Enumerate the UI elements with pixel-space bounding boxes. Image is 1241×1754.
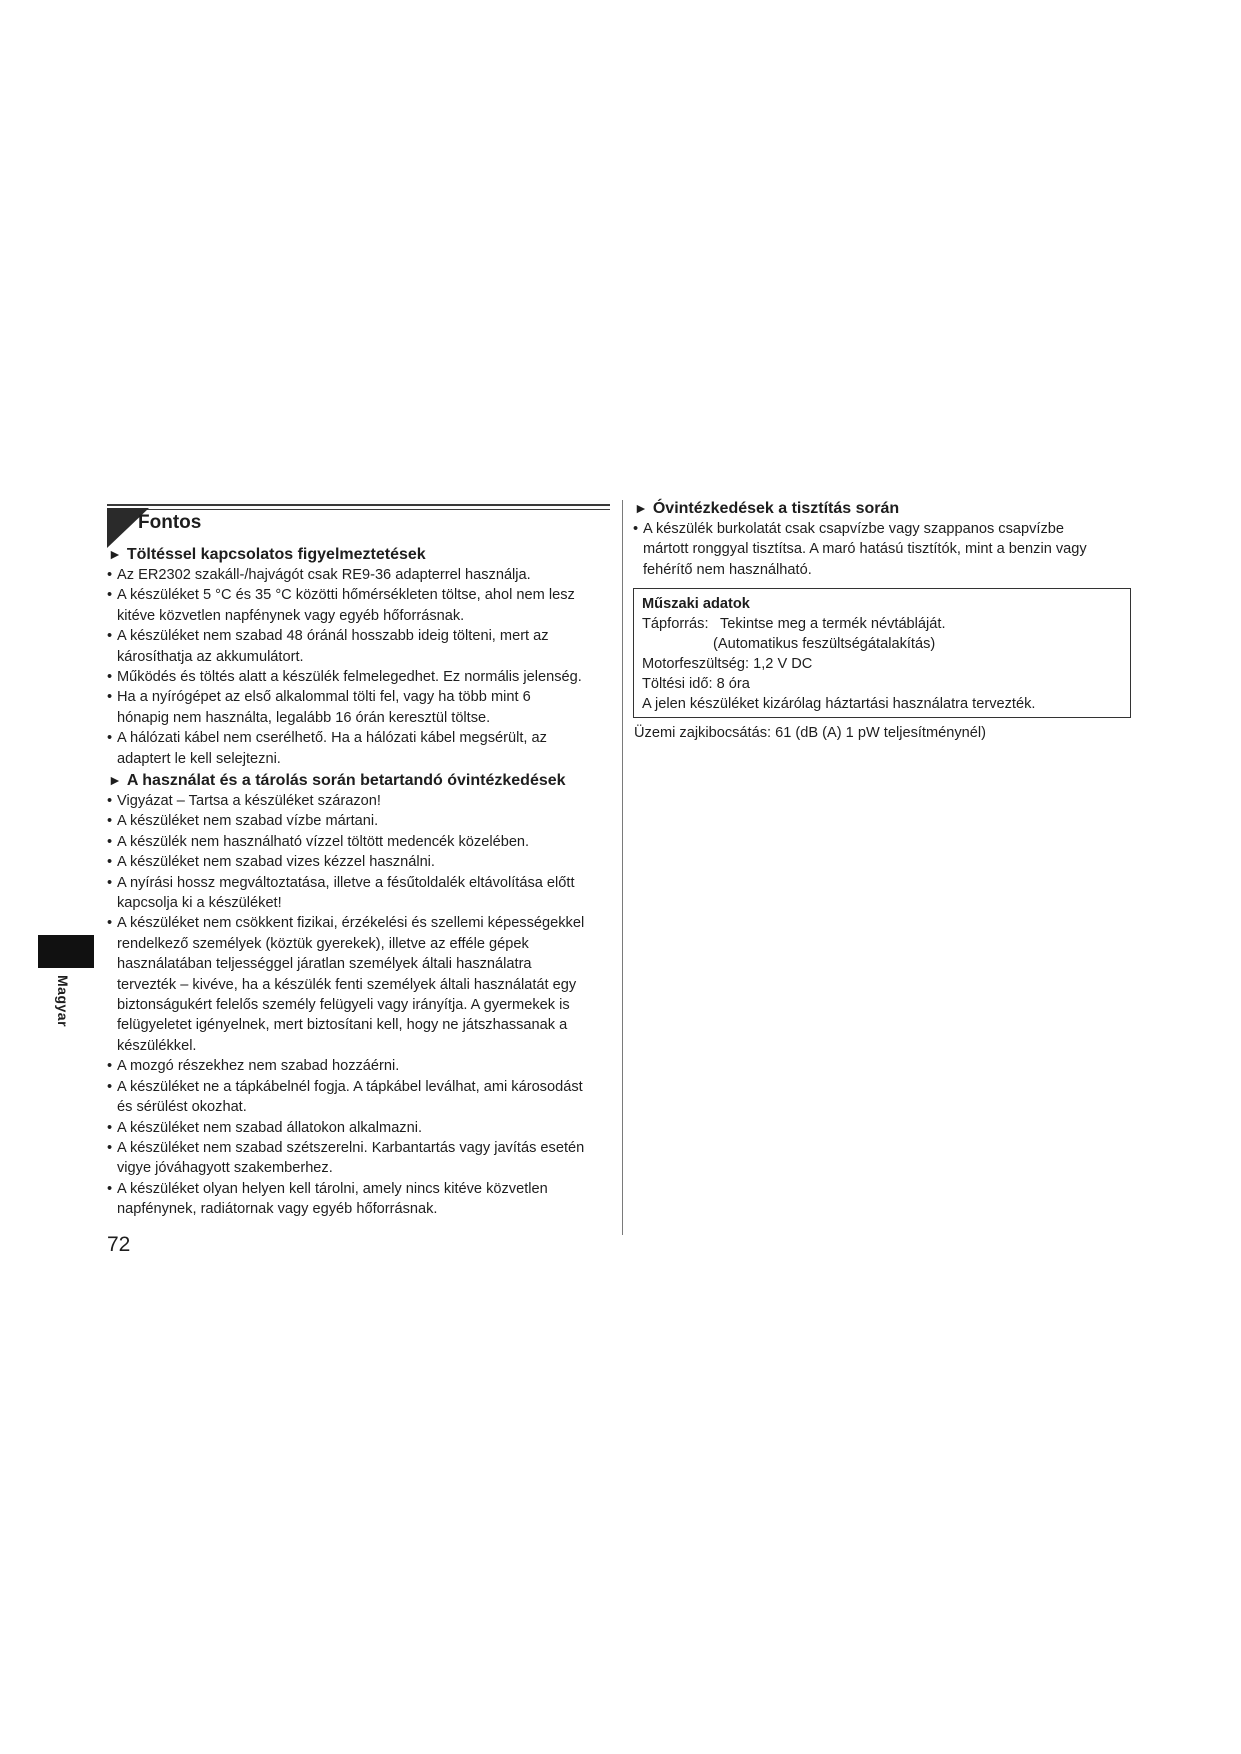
bullet-line: mártott ronggyal tisztítsa. A maró hatású tisztítók, mint a benzin vagy (643, 541, 1087, 558)
bullet-line: • A készüléket olyan helyen kell tárolni, amely nincs kitéve közvetlen (117, 1180, 548, 1197)
bullet-item (107, 687, 582, 728)
language-tab (38, 935, 94, 968)
spec-title: Műszaki adatok (642, 596, 750, 612)
bullet-line: • A mozgó részekhez nem szabad hozzáérni. (117, 1058, 400, 1075)
bullet-line: • A készüléket nem szabad állatokon alkalmazni. (117, 1119, 423, 1136)
bullet-line: • Működés és töltés alatt a készülék felmelegedhet. Ez normális jelenség. (117, 669, 582, 686)
bullet-line: használatában teljességgel járatlan személyek általi használatra (117, 956, 532, 973)
fontos-rule (107, 504, 610, 506)
bullet-item (107, 585, 582, 626)
bullet-line: • A készüléket nem szabad vizes kézzel használni. (117, 854, 435, 871)
heading-cleaning (634, 497, 899, 520)
spec-power-label: Tápforrás: (642, 616, 709, 632)
bullet-line: kapcsolja ki a készüléket! (117, 895, 282, 912)
bullet-line: • A hálózati kábel nem cserélhető. Ha a hálózati kábel megsérült, az (117, 730, 547, 747)
charging-warnings-list (107, 565, 582, 769)
cleaning-list (633, 519, 1087, 580)
spec-power-value: Tekintse meg a termék névtábláját. (720, 616, 946, 632)
heading-usage-storage (108, 769, 566, 792)
heading-text: A használat és a tárolás során betartandó óvintézkedések (126, 772, 566, 789)
bullet-line: • Ha a nyírógépet az első alkalommal tölti fel, vagy ha több mint 6 (117, 689, 531, 706)
bullet-line: károsíthatja az akkumulátort. (117, 648, 304, 665)
bullet-item (107, 1179, 584, 1220)
bullet-line: • A készülék burkolatát csak csapvízbe vagy szappanos csapvízbe (643, 521, 1065, 537)
bullet-item (107, 811, 584, 831)
bullet-item (107, 728, 582, 769)
bullet-item (107, 852, 584, 872)
bullet-line: adaptert le kell selejtezni. (117, 750, 281, 767)
bullet-item (107, 626, 582, 667)
noise-emission: Üzemi zajkibocsátás: 61 (dB (A) 1 pW teljesítménynél) (634, 725, 986, 741)
bullet-line: • A készülék nem használható vízzel töltött medencék közelében. (117, 833, 530, 850)
bullet-line: készülékkel. (117, 1037, 197, 1054)
spec-charge-time: Töltési idő: 8 óra (642, 676, 750, 692)
bullet-line: • A készüléket ne a tápkábelnél fogja. A tápkábel leválhat, ami károsodást (117, 1078, 583, 1095)
spec-household-note: A jelen készüléket kizárólag háztartási használatra tervezték. (642, 696, 1036, 712)
bullet-item (107, 667, 582, 687)
bullet-item (107, 1138, 584, 1179)
bullet-line: • A készüléket nem szabad 48 óránál hosszabb ideig tölteni, mert az (117, 628, 549, 645)
bullet-line: • A készüléket 5 °C és 35 °C közötti hőmérsékleten töltse, ahol nem lesz (117, 587, 575, 604)
bullet-line: biztonságukért felelős személy felügyeli vagy irányítja. A gyermekek is (117, 997, 570, 1014)
bullet-item (107, 565, 582, 585)
bullet-line: • A készüléket nem csökkent fizikai, érzékelési és szellemi képességekkel (117, 915, 585, 932)
arrow-icon: ► (108, 546, 122, 562)
bullet-line: tervezték – kivéve, ha a készülék fenti személyek általi használatát egy (117, 976, 577, 993)
language-label: Magyar (55, 975, 71, 1028)
arrow-icon: ► (108, 772, 122, 788)
spec-motor: Motorfeszültség: 1,2 V DC (642, 656, 813, 672)
column-divider (622, 500, 623, 1235)
heading-text: Óvintézkedések a tisztítás során (652, 500, 900, 517)
fontos-title: Fontos (138, 512, 202, 533)
bullet-line: kitéve közvetlen napfénynek vagy egyéb hőforrásnak. (117, 607, 465, 624)
heading-charging-warnings (108, 543, 426, 566)
bullet-line: • Az ER2302 szakáll-/hajvágót csak RE9-36 adapterrel használja. (117, 567, 531, 583)
bullet-item (633, 519, 1087, 580)
bullet-item (107, 1118, 584, 1138)
usage-storage-list (107, 791, 584, 1220)
bullet-line: • A készüléket nem szabad szétszerelni. Karbantartás vagy javítás esetén (117, 1139, 585, 1156)
bullet-item (107, 1077, 584, 1118)
heading-text: Töltéssel kapcsolatos figyelmeztetések (126, 546, 426, 563)
bullet-line: • Vigyázat – Tartsa a készüléket szárazon! (117, 793, 381, 809)
bullet-line: • A készüléket nem szabad vízbe mártani. (117, 813, 379, 830)
bullet-item (107, 1056, 584, 1076)
bullet-line: napfénynek, radiátornak vagy egyéb hőforrásnak. (117, 1201, 438, 1218)
bullet-line: rendelkező személyek (köztük gyerekek), illetve az efféle gépek (117, 935, 529, 952)
page-number: 72 (107, 1233, 131, 1256)
bullet-line: vigye jóváhagyott szakemberhez. (117, 1160, 333, 1177)
bullet-line: felügyeletet igényelnek, mert biztosítani kell, hogy ne játszhassanak a (117, 1017, 568, 1034)
bullet-line: hónapig nem használta, legalább 16 órán keresztül töltse. (117, 709, 491, 726)
bullet-line: és sérülést okozhat. (117, 1099, 247, 1116)
bullet-line: • A nyírási hossz megváltoztatása, illetve a fésűtoldalék eltávolítása előtt (117, 874, 575, 891)
spec-power-note: (Automatikus feszültségátalakítás) (713, 636, 936, 652)
bullet-item (107, 913, 584, 1056)
bullet-item (107, 832, 584, 852)
bullet-line: fehérítő nem használható. (643, 561, 812, 578)
arrow-icon: ► (634, 500, 648, 516)
bullet-item (107, 791, 584, 811)
bullet-item (107, 873, 584, 914)
